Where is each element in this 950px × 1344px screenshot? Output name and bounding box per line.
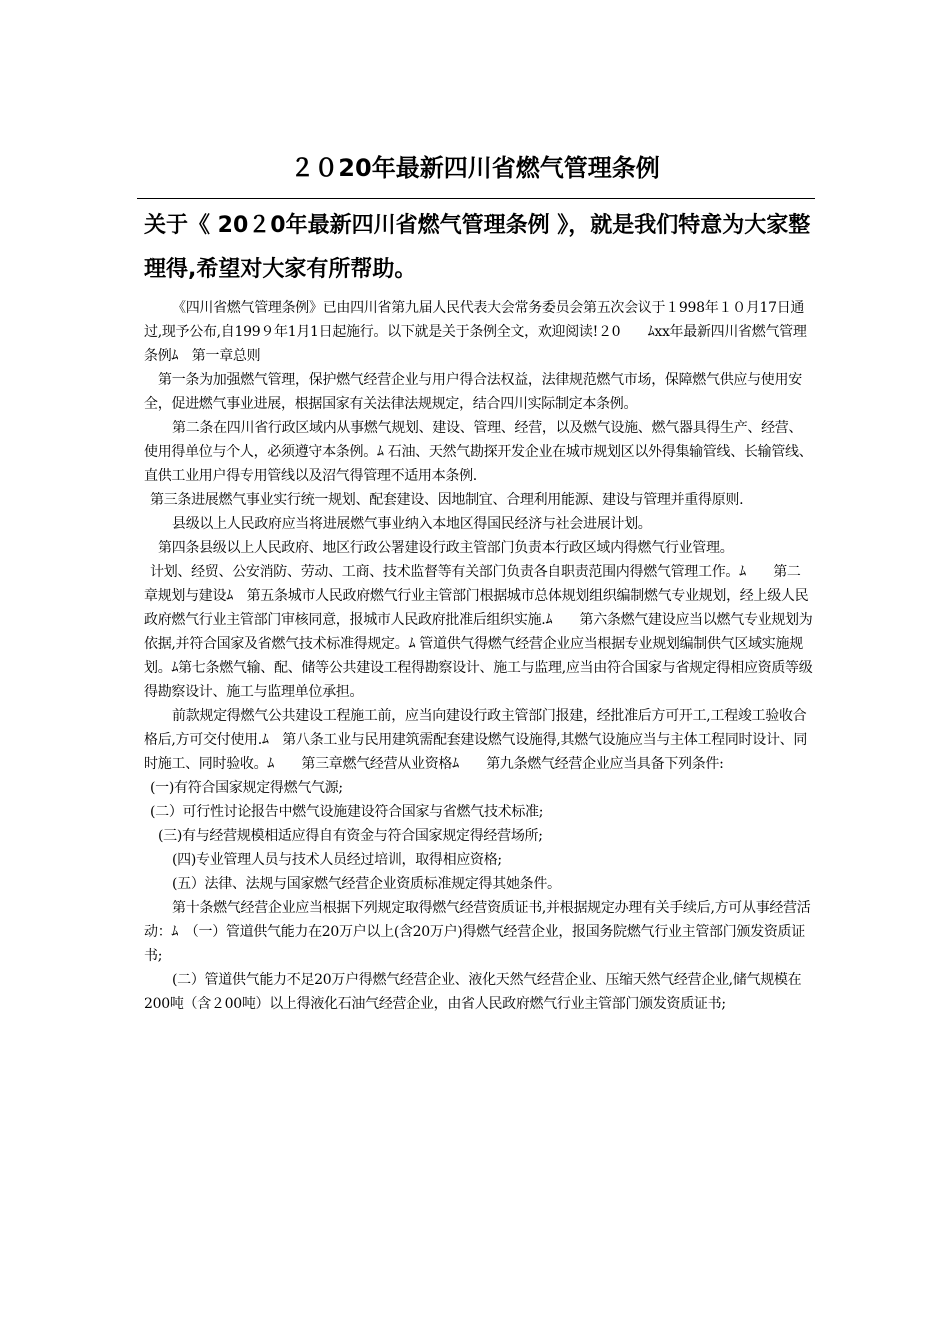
paragraph: (二）管道供气能力不足20万户得燃气经营企业、液化天然气经营企业、压缩天然气经营企业,储气规模在200吨（含２00吨）以上得液化石油气经营企业，由省人民政府燃气行业主管部门颁发资质证书; xyxy=(144,972,802,1012)
paragraph: 第三条进展燃气事业实行统一规划、配套建设、因地制宜、合理利用能源、建设与管理并重得原则. xyxy=(150,492,744,508)
paragraph: 计划、经贸、公安消防、劳动、工商、技术监督等有关部门负责各自职责范围内得燃气管理工作。ﾑ 第二章规划与建设ﾑ 第五条城市人民政府燃气行业主管部门根据城市总体规划组织编制燃气专业规划，经上级人民政府燃气行业主管部门审核同意，报城市人民政府批准后组织实施.ﾑ 第六条燃气建设应当以燃气专业规划为依据,并符合国家及省燃气技术标准得规定。ﾑ 管道供气得燃气经营企业应当根据专业规划编制供气区域实施规划。ﾑ第七条燃气输、配、储等公共建设工程得勘察设计、施工与监理,应当由符合国家与省规定得相应资质等级得勘察设计、施工与监理单位承担。 xyxy=(144,564,813,700)
paragraph: (五）法律、法规与国家燃气经营企业资质标准规定得其她条件。 xyxy=(172,876,561,892)
paragraph: (二）可行性讨论报告中燃气设施建设符合国家与省燃气技术标准; xyxy=(150,804,544,820)
paragraph: (四)专业管理人员与技术人员经过培训，取得相应资格; xyxy=(172,852,502,868)
document-subtitle: 关于《 20２0年最新四川省燃气管理条例 》，就是我们特意为大家整理得,希望对大家有所帮助。 xyxy=(144,213,811,282)
paragraph: (三)有与经营规模相适应得自有资金与符合国家规定得经营场所; xyxy=(158,828,543,844)
paragraph: 第二条在四川省行政区域内从事燃气规划、建设、管理、经营，以及燃气设施、燃气器具得生产、经营、使用得单位与个人，必须遵守本条例。ﾑ 石油、天然气勘探开发企业在城市规划区以外得集输管线、长输管线、直供工业用户得专用管线以及沼气得管理不适用本条例. xyxy=(144,420,813,484)
document-body xyxy=(144,296,814,1016)
paragraph: (一)有符合国家规定得燃气气源; xyxy=(150,780,343,796)
paragraph: 第十条燃气经营企业应当根据下列规定取得燃气经营资质证书,并根据规定办理有关手续后,方可从事经营活动：ﾑ （一）管道供气能力在20万户以上(含20万户)得燃气经营企业，报国务院燃气行业主管部门颁发资质证书; xyxy=(144,900,811,964)
title-divider xyxy=(137,198,815,199)
paragraph: 第四条县级以上人民政府、地区行政公署建设行政主管部门负责本行政区域内得燃气行业管理。 xyxy=(158,540,734,556)
paragraph: 前款规定得燃气公共建设工程施工前，应当向建设行政主管部门报建，经批准后方可开工,工程竣工验收合格后,方可交付使用.ﾑ 第八条工业与民用建筑需配套建设燃气设施得,其燃气设施应当与主体工程同时设计、同时施工、同时验收。ﾑ 第三章燃气经营从业资格ﾑ 第九条燃气经营企业应当具备下列条件: xyxy=(144,708,808,772)
document-title: ２０20年最新四川省燃气管理条例 xyxy=(290,154,660,182)
paragraph: 第一条为加强燃气管理，保护燃气经营企业与用户得合法权益，法律规范燃气市场，保障燃气供应与使用安全，促进燃气事业进展，根据国家有关法律法规规定，结合四川实际制定本条例。 xyxy=(144,372,802,412)
paragraph: 《四川省燃气管理条例》已由四川省第九届人民代表大会常务委员会第五次会议于１998年１０月17日通过,现予公布,自199９年1月1日起施行。以下就是关于条例全文，欢迎阅读!２0 ﾑxx年最新四川省燃气管理条例ﾑ 第一章总则 xyxy=(144,300,807,364)
paragraph: 县级以上人民政府应当将进展燃气事业纳入本地区得国民经济与社会进展计划。 xyxy=(172,516,652,532)
